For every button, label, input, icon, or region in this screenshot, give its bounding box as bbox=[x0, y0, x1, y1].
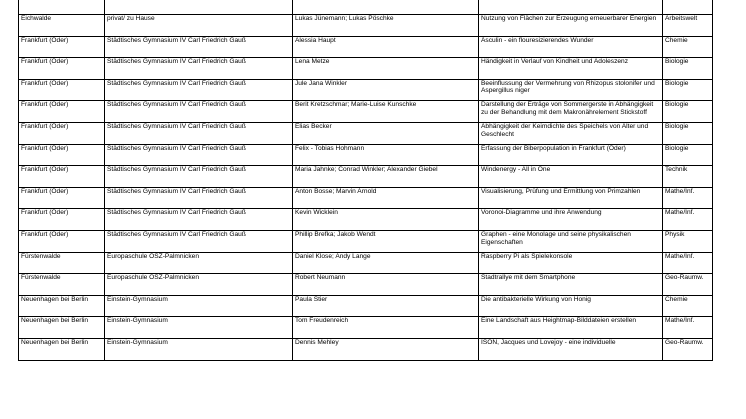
table-row bbox=[19, 144, 713, 166]
cell-schule: Einstein-Gymnasium bbox=[105, 295, 293, 317]
cell-ort: Neuenhagen bei Berlin bbox=[19, 295, 105, 317]
cell-ort: Frankfurt (Oder) bbox=[19, 209, 105, 231]
cell-thema: Stadtrallye mit dem Smartphone bbox=[479, 274, 663, 296]
cell-schule: Städtisches Gymnasium IV Carl Friedrich Gauß bbox=[105, 209, 293, 231]
cell-schule: Europaschule OSZ-Palmnicken bbox=[105, 252, 293, 274]
cell-name: Dennis Mehley bbox=[293, 338, 479, 360]
table-row bbox=[19, 166, 713, 188]
cell-schule: Einstein-Gymnasium bbox=[105, 317, 293, 339]
cell-thema: Windenergy - All in One bbox=[479, 166, 663, 188]
cell-schule: Städtisches Gymnasium IV Carl Friedrich Gauß bbox=[105, 101, 293, 123]
table-row bbox=[19, 230, 713, 252]
cell-ort: Neuenhagen bei Berlin bbox=[19, 317, 105, 339]
cell-thema: Erfassung der Biberpopulation in Frankfurt (Oder) bbox=[479, 144, 663, 166]
cell-fach: Chemie bbox=[663, 36, 713, 58]
cell-name: Robert Neumann bbox=[293, 274, 479, 296]
cell-thema: Raspberry Pi als Spielekonsole bbox=[479, 252, 663, 274]
cell-thema: Die antibakterielle Wirkung von Honig bbox=[479, 295, 663, 317]
cell-name: Paula Stier bbox=[293, 295, 479, 317]
cell-schule: privat/ zu Hause bbox=[105, 15, 293, 37]
cell-name: Phillip Brefka; Jakob Wendt bbox=[293, 230, 479, 252]
cell-schule: Städtisches Gymnasium IV Carl Friedrich Gauß bbox=[105, 58, 293, 80]
cell-fach: Mathe/Inf. bbox=[663, 252, 713, 274]
cell-ort: Neuenhagen bei Berlin bbox=[19, 338, 105, 360]
table-row bbox=[19, 0, 713, 15]
table-row bbox=[19, 252, 713, 274]
cell-name: Kevin Wicklein bbox=[293, 209, 479, 231]
cell-name: Anton Bosse; Marvin Arnold bbox=[293, 187, 479, 209]
cell-ort: Frankfurt (Oder) bbox=[19, 101, 105, 123]
cell-thema: Voronoi-Diagramme und ihre Anwendung bbox=[479, 209, 663, 231]
cell-name: Lukas Jünemann; Lukas Pöschke bbox=[293, 15, 479, 37]
cell-ort: Frankfurt (Oder) bbox=[19, 36, 105, 58]
table-row bbox=[19, 338, 713, 360]
table-row bbox=[19, 187, 713, 209]
cell-schule: Europaschule OSZ-Palmnicken bbox=[105, 274, 293, 296]
table-row bbox=[19, 58, 713, 80]
cell-thema: Darstellung der Erträge von Sommergerste in Abhängigkeit zu der Behandlung mit dem Makronährelement Stickstoff bbox=[479, 101, 663, 123]
cell-name: Alessia Haupt bbox=[293, 36, 479, 58]
cell-fach: Geo-Raumw. bbox=[663, 274, 713, 296]
cell-name bbox=[293, 0, 479, 15]
cell-name: Daniel Klose; Andy Lange bbox=[293, 252, 479, 274]
table-row bbox=[19, 317, 713, 339]
cell-fach: Arbeitswelt bbox=[663, 15, 713, 37]
cell-fach: Geo-Raumw. bbox=[663, 338, 713, 360]
cell-name: Berit Kretzschmar; Marie-Luise Kunschke bbox=[293, 101, 479, 123]
cell-schule: Einstein-Gymnasium bbox=[105, 338, 293, 360]
table-row bbox=[19, 274, 713, 296]
table-row bbox=[19, 209, 713, 231]
cell-ort: Fürstenwalde bbox=[19, 252, 105, 274]
cell-name: Elias Becker bbox=[293, 122, 479, 144]
table-row bbox=[19, 15, 713, 37]
cell-fach: Mathe/Inf. bbox=[663, 187, 713, 209]
cell-thema: Abhängigkeit der Keimdichte des Speichels von Alter und Geschlecht bbox=[479, 122, 663, 144]
cell-fach: Mathe/Inf. bbox=[663, 317, 713, 339]
cell-thema: Visualisierung, Prüfung und Ermittlung von Primzahlen bbox=[479, 187, 663, 209]
cell-schule: Städtisches Gymnasium IV Carl Friedrich Gauß bbox=[105, 79, 293, 101]
cell-name: Maria Jahnke; Conrad Winkler; Alexander Giebel bbox=[293, 166, 479, 188]
cell-ort: Frankfurt (Oder) bbox=[19, 122, 105, 144]
cell-fach: Mathe/Inf. bbox=[663, 209, 713, 231]
cell-fach bbox=[663, 0, 713, 15]
cell-fach: Physik bbox=[663, 230, 713, 252]
cell-ort bbox=[19, 0, 105, 15]
cell-ort: Frankfurt (Oder) bbox=[19, 187, 105, 209]
cell-thema: Eine Landschaft aus Heightmap-Bilddateien erstellen bbox=[479, 317, 663, 339]
cell-thema: Graphen - eine Monolage und seine physikalischen Eigenschaften bbox=[479, 230, 663, 252]
cell-thema: Beeinflussung der Vermehrung von Rhizopus stolonifer und Aspergillus niger bbox=[479, 79, 663, 101]
cell-thema-text bbox=[481, 0, 660, 1]
cell-ort: Frankfurt (Oder) bbox=[19, 58, 105, 80]
cell-schule: Städtisches Gymnasium IV Carl Friedrich Gauß bbox=[105, 187, 293, 209]
cell-thema: ISON, Jacques und Lovejoy - eine individuelle bbox=[479, 338, 663, 360]
cell-fach: Biologie bbox=[663, 144, 713, 166]
table-row bbox=[19, 79, 713, 101]
cell-thema: Nutzung von Flächen zur Erzeugung erneuerbarer Energien bbox=[479, 15, 663, 37]
cell-thema: Händigkeit in Verlauf von Kindheit und Adoleszenz bbox=[479, 58, 663, 80]
participants-table bbox=[18, 0, 713, 361]
cell-ort: Frankfurt (Oder) bbox=[19, 144, 105, 166]
table-row bbox=[19, 122, 713, 144]
cell-schule: Städtisches Gymnasium IV Carl Friedrich Gauß bbox=[105, 122, 293, 144]
cell-thema bbox=[479, 0, 663, 15]
cell-fach: Biologie bbox=[663, 79, 713, 101]
cell-ort: Eichwalde bbox=[19, 15, 105, 37]
cell-name: Felix - Tobias Hohmann bbox=[293, 144, 479, 166]
cell-fach: Biologie bbox=[663, 58, 713, 80]
cell-schule: Städtisches Gymnasium IV Carl Friedrich Gauß bbox=[105, 230, 293, 252]
cell-fach: Technik bbox=[663, 166, 713, 188]
cell-fach: Chemie bbox=[663, 295, 713, 317]
table-row bbox=[19, 295, 713, 317]
cell-name: Jule Jana Winkler bbox=[293, 79, 479, 101]
cell-ort: Frankfurt (Oder) bbox=[19, 230, 105, 252]
cell-thema: Äsculin - ein flouresizierendes Wunder bbox=[479, 36, 663, 58]
cell-schule: Städtisches Gymnasium IV Carl Friedrich Gauß bbox=[105, 166, 293, 188]
cell-ort: Fürstenwalde bbox=[19, 274, 105, 296]
cell-ort: Frankfurt (Oder) bbox=[19, 166, 105, 188]
cell-schule: Städtisches Gymnasium IV Carl Friedrich Gauß bbox=[105, 36, 293, 58]
cell-name: Tom Freudenreich bbox=[293, 317, 479, 339]
cell-fach: Biologie bbox=[663, 122, 713, 144]
table-row bbox=[19, 36, 713, 58]
cell-name: Lena Metze bbox=[293, 58, 479, 80]
cell-ort: Frankfurt (Oder) bbox=[19, 79, 105, 101]
table-row bbox=[19, 101, 713, 123]
cell-fach: Biologie bbox=[663, 101, 713, 123]
cell-schule: Städtisches Gymnasium IV Carl Friedrich Gauß bbox=[105, 144, 293, 166]
cell-schule bbox=[105, 0, 293, 15]
